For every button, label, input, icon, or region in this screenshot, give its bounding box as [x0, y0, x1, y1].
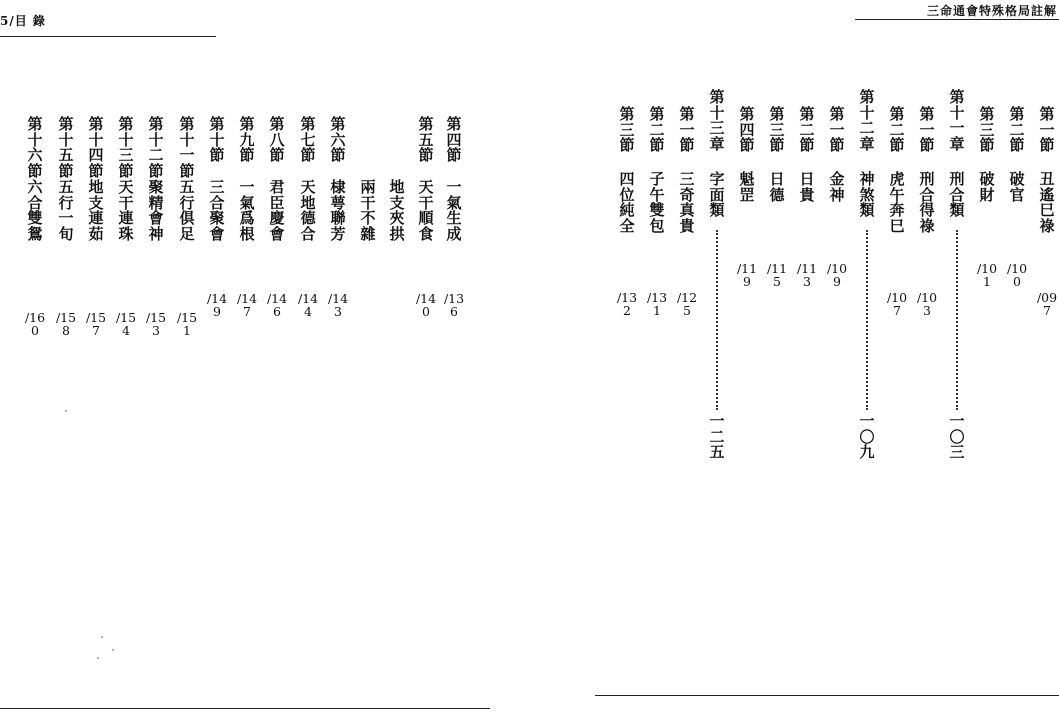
entry-name: 五行一旬: [58, 178, 74, 243]
scan-speck: [101, 636, 103, 638]
page-number: /143: [327, 291, 349, 319]
page-number: /158: [55, 310, 77, 338]
entry-name: 丑遙巳祿: [1039, 170, 1055, 235]
section-title: 第十五節: [58, 115, 74, 180]
page-number: /115: [766, 261, 788, 289]
page-number: /100: [1006, 261, 1028, 289]
chapter-title: 第十二章: [859, 88, 875, 153]
entry-name: 破財: [979, 170, 995, 204]
entry-name: 魁罡: [739, 170, 755, 204]
page-header-right: 三命通會特殊格局註解: [926, 4, 1057, 18]
entry-name: 五行俱足: [179, 178, 195, 243]
entry-name: 破官: [1009, 170, 1025, 204]
left-page: [0, 0, 500, 722]
entry-name: 一氣生成: [446, 178, 462, 243]
entry-name: 一氣爲根: [239, 178, 255, 243]
entry-name: 棣萼聯芳: [330, 178, 346, 243]
section-title: 第十三節: [118, 115, 134, 180]
entry-name: 天干連珠: [118, 178, 134, 243]
section-title: 第八節: [269, 115, 285, 164]
entry-name: 天干順食: [418, 178, 434, 243]
entry-name: 四位純全: [619, 170, 635, 235]
page-number: /101: [976, 261, 998, 289]
chapter-title: 第十三章: [709, 88, 725, 153]
page-number: /103: [916, 290, 938, 318]
entry-name: 兩干不雜: [360, 178, 376, 243]
page-number: /144: [297, 291, 319, 319]
section-title: 第七節: [300, 115, 316, 164]
book-gutter: [500, 0, 580, 722]
section-title: 第三節: [619, 105, 635, 154]
page-number: /146: [266, 291, 288, 319]
header-rule-left: [0, 36, 216, 37]
page-header-left: 5/目 錄: [0, 14, 46, 28]
section-title: 第一節: [829, 105, 845, 154]
scan-speck: [97, 657, 99, 659]
page-number: /113: [796, 261, 818, 289]
page-number: /125: [676, 290, 698, 318]
leader-dots: [956, 230, 958, 410]
page-number: /140: [415, 291, 437, 319]
entry-name: 地支夾拱: [389, 178, 405, 243]
leader-dots: [866, 230, 868, 410]
chapter-page: 一二五: [709, 412, 725, 461]
entry-name: 三合聚會: [209, 178, 225, 243]
section-title: 第一節: [1039, 105, 1055, 154]
section-title: 第二節: [1009, 105, 1025, 154]
page-number: /136: [443, 291, 465, 319]
section-title: 第十節: [209, 115, 225, 164]
section-title: 第十一節: [179, 115, 195, 180]
entry-name: 六合雙鴛: [27, 178, 43, 243]
page-number: /131: [646, 290, 668, 318]
page-number: /154: [115, 310, 137, 338]
section-title: 第四節: [446, 115, 462, 164]
section-title: 第一節: [679, 105, 695, 154]
page-number: /097: [1036, 290, 1058, 318]
section-title: 第二節: [889, 105, 905, 154]
section-title: 第十四節: [88, 115, 104, 180]
section-title: 第五節: [418, 115, 434, 164]
entry-name: 地支連茹: [88, 178, 104, 243]
section-title: 第二節: [649, 105, 665, 154]
section-title: 第一節: [919, 105, 935, 154]
chapter-name: 字面類: [709, 170, 725, 219]
section-title: 第九節: [239, 115, 255, 164]
page-number: /151: [176, 310, 198, 338]
entry-name: 虎午奔巳: [889, 170, 905, 235]
page-number: /160: [24, 310, 46, 338]
entry-name: 日貴: [799, 170, 815, 204]
entry-name: 天地德合: [300, 178, 316, 243]
page-number: /119: [736, 261, 758, 289]
page-number: /147: [236, 291, 258, 319]
section-title: 第三節: [769, 105, 785, 154]
footer-rule-left: [0, 708, 490, 709]
scan-speck: [65, 410, 67, 412]
leader-dots: [716, 230, 718, 410]
section-title: 第六節: [330, 115, 346, 164]
page-number: /149: [206, 291, 228, 319]
entry-name: 聚精會神: [148, 178, 164, 243]
chapter-title: 第十一章: [949, 88, 965, 153]
chapter-page: 一〇三: [949, 412, 965, 461]
footer-rule-right: [595, 695, 1059, 696]
chapter-page: 一〇九: [859, 412, 875, 461]
page-number: /107: [886, 290, 908, 318]
scan-speck: [112, 649, 114, 651]
page-number: /132: [616, 290, 638, 318]
page-number: /153: [145, 310, 167, 338]
section-title: 第四節: [739, 105, 755, 154]
entry-name: 日德: [769, 170, 785, 204]
entry-name: 刑合得祿: [919, 170, 935, 235]
header-rule-right: [855, 19, 1059, 20]
entry-name: 金神: [829, 170, 845, 204]
page-number: /109: [826, 261, 848, 289]
chapter-name: 刑合類: [949, 170, 965, 219]
section-title: 第十二節: [148, 115, 164, 180]
section-title: 第二節: [799, 105, 815, 154]
chapter-name: 神煞類: [859, 170, 875, 219]
entry-name: 子午雙包: [649, 170, 665, 235]
entry-name: 君臣慶會: [269, 178, 285, 243]
page-number: /157: [85, 310, 107, 338]
entry-name: 三奇真貴: [679, 170, 695, 235]
section-title: 第三節: [979, 105, 995, 154]
section-title: 第十六節: [27, 115, 43, 180]
right-page: [580, 0, 1059, 722]
